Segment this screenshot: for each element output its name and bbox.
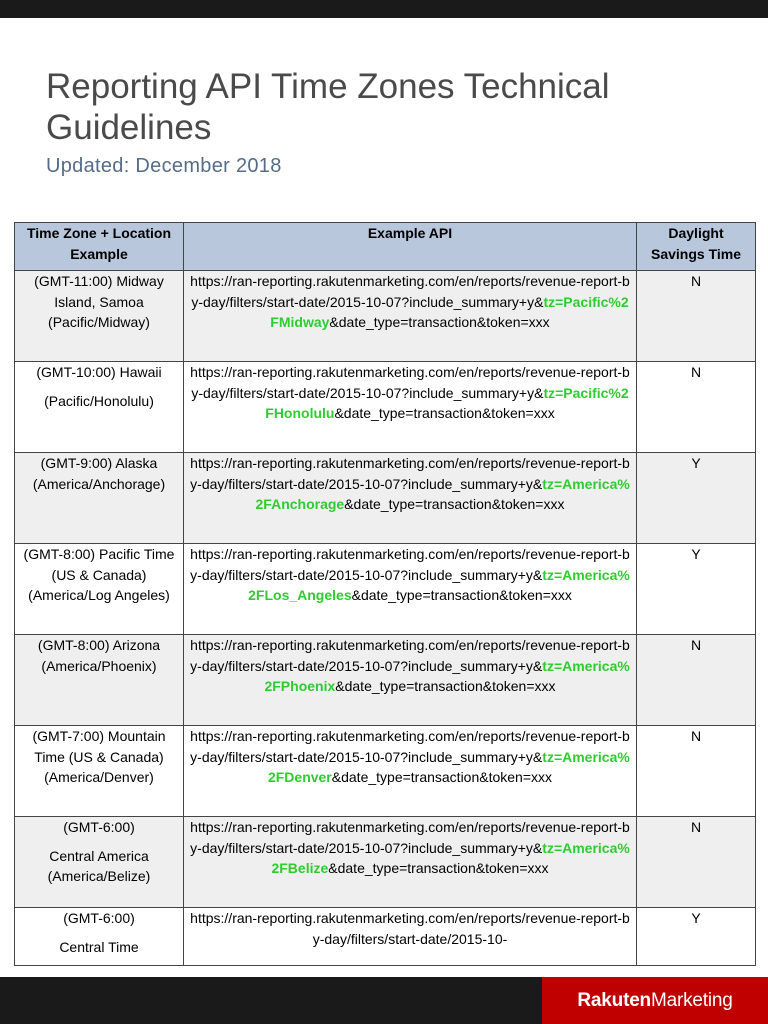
page-subtitle: Updated: December 2018 (46, 155, 282, 177)
api-tz-param: tz=America%2FAnchorage (255, 475, 630, 513)
api-url-prefix: https://ran-reporting.rakutenmarketing.com/en/reports/revenue-report-by-day/filters/start-date/2015-10-07?include_summary+y& (190, 637, 630, 674)
table-row (15, 544, 756, 635)
dst-cell: N (637, 726, 756, 817)
api-cell (184, 544, 637, 635)
table-body (15, 271, 756, 966)
zone-text: Central Time (59, 938, 139, 955)
zone-cell (15, 908, 184, 966)
table-row (15, 908, 756, 966)
dst-cell: N (637, 362, 756, 453)
api-url-suffix: &date_type=transaction&token=xxx (331, 769, 553, 786)
zone-text: (GMT-10:00) Hawaii (36, 364, 162, 380)
brand-logo-block (542, 977, 768, 1024)
zone-cell (15, 362, 184, 453)
zone-cell (15, 544, 184, 635)
zone-text: (GMT-11:00) Midway Island, Samoa (Pacific/Midway) (34, 273, 164, 331)
dst-cell: N (637, 817, 756, 908)
table-row (15, 362, 756, 453)
zone-text: (GMT-8:00) Arizona (America/Phoenix) (37, 637, 161, 674)
api-cell (184, 817, 637, 908)
zone-cell (15, 726, 184, 817)
api-cell (184, 635, 637, 726)
table-row (15, 726, 756, 817)
api-cell (184, 908, 637, 966)
zone-text: (Pacific/Honolulu) (44, 392, 154, 409)
dst-cell: Y (637, 453, 756, 544)
api-tz-param: tz=Pacific%2FMidway (270, 293, 629, 331)
api-url-suffix: &date_type=transaction&token=xxx (328, 860, 549, 877)
api-url-suffix: &date_type=transaction&token=xxx (344, 496, 565, 513)
api-url-prefix: https://ran-reporting.rakutenmarketing.com/en/reports/revenue-report-by-day/filters/start-date/2015-10- (190, 910, 630, 947)
dst-cell: Y (637, 544, 756, 635)
top-bar (0, 0, 768, 18)
table-row (15, 271, 756, 362)
logo-word-marketing: Marketing (650, 989, 733, 1011)
page-title: Reporting API Time Zones Technical Guidelines (46, 67, 610, 147)
api-url-suffix: &date_type=transaction&token=xxx (329, 314, 550, 331)
zone-cell (15, 271, 184, 362)
api-tz-param: tz=America%2FBelize (271, 839, 630, 877)
api-cell (184, 726, 637, 817)
api-tz-param: tz=Pacific%2FHonolulu (265, 384, 629, 422)
api-url-suffix: &date_type=transaction&token=xxx (351, 587, 572, 604)
api-url-suffix: &date_type=transaction&token=xxx (334, 405, 555, 422)
header-daylight-savings: Daylight Savings Time (637, 223, 756, 271)
zone-cell (15, 817, 184, 908)
zone-text: (GMT-7:00) Mountain Time (US & Canada) (America/Denver) (32, 728, 166, 786)
api-cell (184, 271, 637, 362)
zone-text: (GMT-6:00) (63, 910, 135, 926)
api-url-prefix: https://ran-reporting.rakutenmarketing.com/en/reports/revenue-report-by-day/filters/start-date/2015-10-07?include_summary+y& (190, 728, 630, 765)
table-row (15, 453, 756, 544)
dst-cell: N (637, 271, 756, 362)
api-cell (184, 453, 637, 544)
table-row (15, 635, 756, 726)
api-tz-param: tz=America%2FPhoenix (264, 657, 630, 695)
api-tz-param: tz=America%2FDenver (267, 748, 630, 786)
rakuten-marketing-logo (577, 990, 732, 1012)
zone-text: Central America (America/Belize) (47, 847, 151, 885)
zone-text: (GMT-9:00) Alaska (America/Anchorage) (32, 455, 166, 492)
api-cell (184, 362, 637, 453)
api-url-prefix: https://ran-reporting.rakutenmarketing.com/en/reports/revenue-report-by-day/filters/start-date/2015-10-07?include_summary+y& (190, 364, 630, 401)
table-header-row (15, 223, 756, 271)
table-row (15, 817, 756, 908)
header-time-zone: Time Zone + Location Example (15, 223, 184, 271)
zone-cell (15, 635, 184, 726)
api-url-prefix: https://ran-reporting.rakutenmarketing.com/en/reports/revenue-report-by-day/filters/start-date/2015-10-07?include_summary+y& (190, 546, 630, 583)
api-url-suffix: &date_type=transaction&token=xxx (335, 678, 556, 695)
dst-cell: Y (637, 908, 756, 966)
dst-cell: N (637, 635, 756, 726)
footer-bar (0, 977, 768, 1024)
api-url-prefix: https://ran-reporting.rakutenmarketing.com/en/reports/revenue-report-by-day/filters/start-date/2015-10-07?include_summary+y& (190, 819, 630, 856)
zone-text: (GMT-6:00) (63, 819, 135, 835)
api-url-prefix: https://ran-reporting.rakutenmarketing.com/en/reports/revenue-report-by-day/filters/start-date/2015-10-07?include_summary+y& (190, 273, 630, 310)
zone-text: (GMT-8:00) Pacific Time (US & Canada) (America/Log Angeles) (23, 546, 175, 604)
logo-word-rakuten: Rakuten (577, 989, 651, 1011)
timezone-table (14, 222, 756, 966)
header-example-api: Example API (184, 223, 637, 271)
api-url-prefix: https://ran-reporting.rakutenmarketing.com/en/reports/revenue-report-by-day/filters/start-date/2015-10-07?include_summary+y& (190, 455, 630, 492)
api-tz-param: tz=America%2FLos_Angeles (248, 566, 630, 604)
zone-cell (15, 453, 184, 544)
